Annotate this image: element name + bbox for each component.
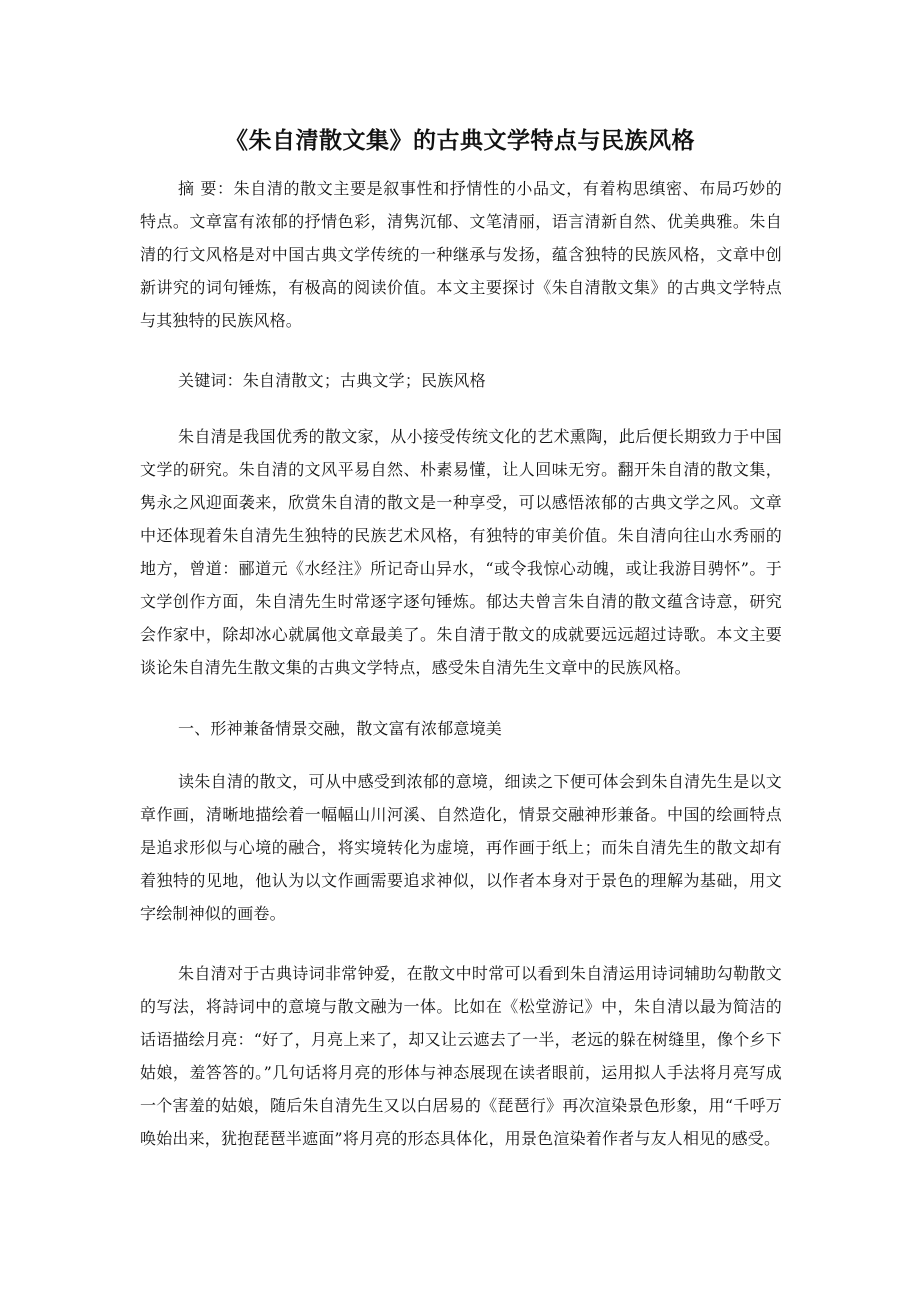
section-1-paragraph-1: 读朱自清的散文，可从中感受到浓郁的意境，细读之下便可体会到朱自清先生是以文章作画，清晰地描绘着一幅幅山川河溪、自然造化，情景交融神形兼备。中国的绘画特点是追求形似与心境的融合，将实境转化为虚境，再作画于纸上；而朱自清先生的散文却有着独特的见地，他认为以文作画需要追求神似，以作者本身对于景色的理解为基础，用文字绘制神似的画卷。 [140,772,782,923]
keywords-paragraph [140,364,782,397]
abstract-label: 摘 要： [178,179,234,198]
document-title: 《朱自清散文集》的古典文学特点与民族风格 [225,128,695,154]
abstract-text: 朱自清的散文主要是叙事性和抒情性的小品文，有着构思缜密、布局巧妙的特点。文章富有浓郁的抒情色彩，清隽沉郁、文笔清丽，语言清新自然、优美典雅。朱自清的行文风格是对中国古典文学传统的一种继承与发扬，蕴含独特的民族风格，文章中创新讲究的词句锤炼，有极高的阅读价值。本文主要探讨《朱自清散文集》的古典文学特点与其独特的民族风格。 [140,179,782,330]
section-1-paragraph-2: 朱自清对于古典诗词非常钟爱，在散文中时常可以看到朱自清运用诗词辅助勾勒散文的写法，将詩词中的意境与散文融为一体。比如在《松堂游记》中，朱自清以最为简洁的话语描绘月亮：“好了，月亮上来了，却又让云遮去了一半，老远的躲在树缝里，像个乡下姑娘，羞答答的。”几句话将月亮的形体与神态展现在读者眼前，运用拟人手法将月亮写成一个害羞的姑娘，随后朱自清先生又以白居易的《琵琶行》再次渲染景色形象，用“千呼万唤始出来，犹抱琵琶半遮面”将月亮的形态具体化，用景色渲染着作者与友人相见的感受。 [140,964,782,1148]
keywords-text: 朱自清散文；古典文学；民族风格 [242,371,486,390]
abstract-paragraph [140,172,782,337]
intro-paragraph: 朱自清是我国优秀的散文家，从小接受传统文化的艺术熏陶，此后便长期致力于中国文学的研究。朱自清的文风平易自然、朴素易懂，让人回味无穷。翻开朱自清的散文集，隽永之风迎面袭来，欣赏朱自清的散文是一种享受，可以感悟浓郁的古典文学之风。文章中还体现着朱自清先生独特的民族艺术风格，有独特的审美价值。朱自清向往山水秀丽的地方，曾道：郦道元《水经注》所记奇山异水，“或令我惊心动魄，或让我游目骋怀”。于文学创作方面，朱自清先生时常逐字逐句锤炼。郁达夫曾言朱自清的散文蕴含诗意，研究会作家中，除却冰心就属他文章最美了。朱自清于散文的成就要远远超过诗歌。本文主要谈论朱自清先生散文集的古典文学特点，感受朱自清先生文章中的民族风格。 [140,427,782,677]
keywords-label: 关键词： [178,371,243,390]
section-heading-1: 一、形神兼备情景交融，散文富有浓郁意境美 [178,719,503,738]
